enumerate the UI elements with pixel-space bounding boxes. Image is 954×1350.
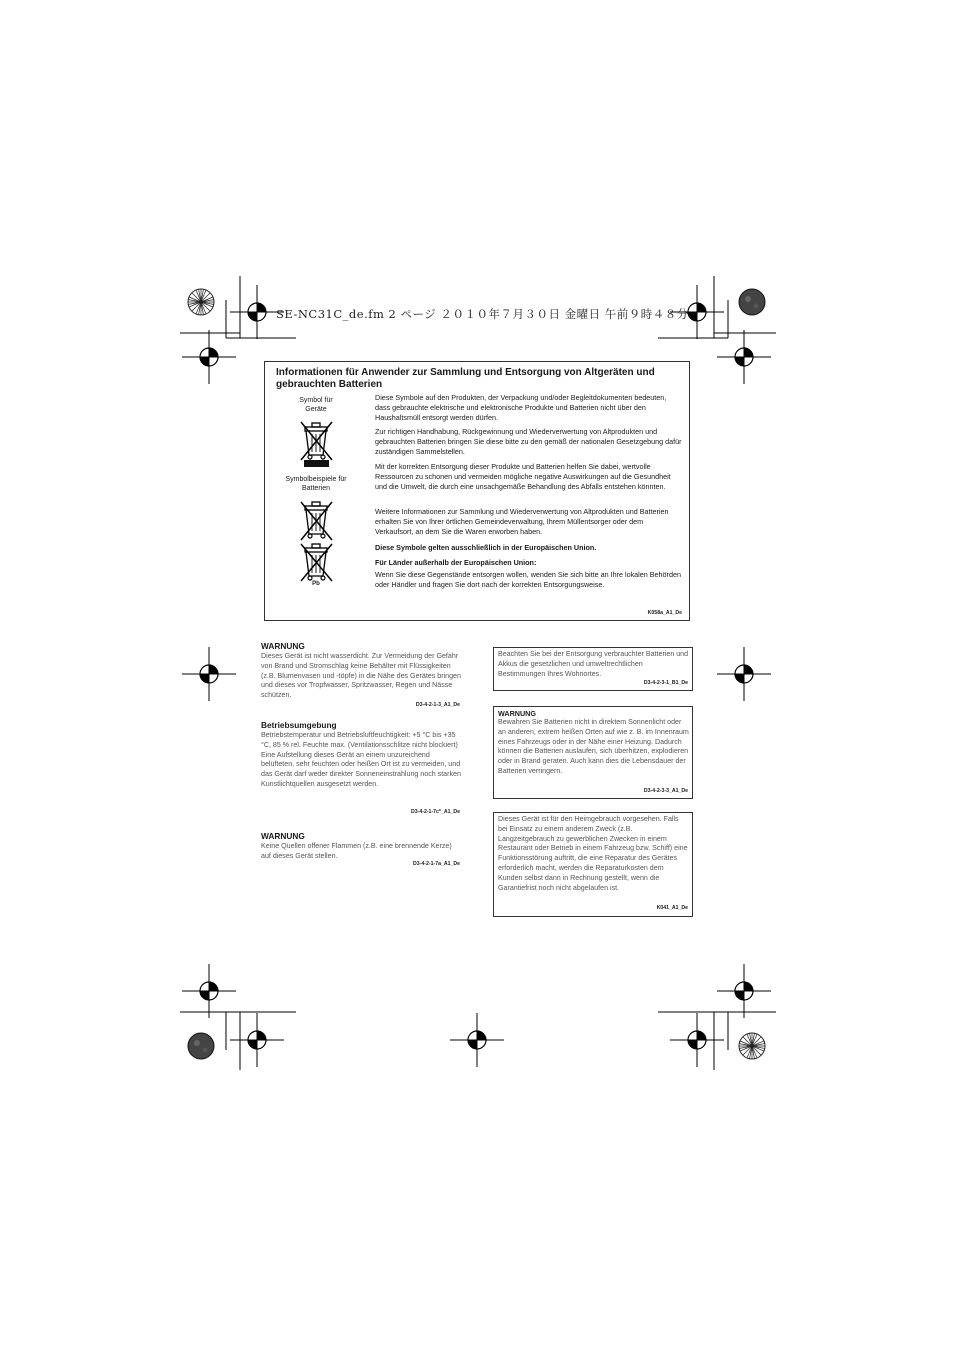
doc-code: D3-4-2-1-3_A1_De	[415, 702, 460, 708]
doc-code: K058a_A1_De	[647, 610, 682, 616]
disposal-info-title: Informationen für Anwender zur Sammlung und Entsorgung von Altgeräten und gebrauchten Batterien	[276, 367, 655, 390]
battery-disposal-text: Beachten Sie bei der Entsorgung verbrauchter Batterien und Akkus die gesetzlichen und umweltrechtlichen Bestimmungen Ihres Wohnortes.	[498, 650, 689, 678]
environment-text: Betriebstemperatur und Betriebsluftfeuchtigkeit: +5 °C bis +35 °C, 85 % rel. Feuchte max. (Ventilationsschlitze nicht blockiert) Eine Aufstellung dieses Gerät an einem unzureichend belüfteten, sehr feuchten oder heißen Ort ist zu vermeiden, und das Gerät darf weder direkter Sonneneinstrahlung noch starken Kunstlichtquellen ausgesetzt werden.	[261, 731, 461, 788]
doc-code: D3-4-2-3-1_B1_De	[643, 680, 688, 686]
eu-only-note: Diese Symbole gelten ausschließlich in der Europäischen Union.	[375, 543, 597, 552]
symbol-batteries-label: Symbolbeispiele für Batterien	[285, 476, 347, 492]
doc-code: K041_A1_De	[656, 905, 688, 911]
environment-heading: Betriebsumgebung	[261, 720, 337, 730]
symbol-devices-label: Symbol für Geräte	[299, 397, 333, 413]
battery-warning-text: Bewahren Sie Batterien nicht in direktem Sonnenlicht oder an anderen, extrem heißen Orten auf wie z. B. im Innenraum eines Fahrzeugs oder in der Nähe einer Heizung. Dadurch können die Batterien auslaufen, sich überhitzen, explodieren oder in Brand geraten. Auch kann dies die Lebensdauer der Batterien verringern.	[498, 718, 689, 775]
warning-heading: WARNUNG	[261, 831, 305, 841]
warning-text: Keine Quellen offener Flammen (z.B. eine brennende Kerze) auf dieses Gerät stellen.	[261, 842, 452, 860]
warning-heading: WARNUNG	[261, 641, 305, 651]
file-header: SE-NC31C_de.fm 2 ページ ２０１０年７月３０日 金曜日 午前９時４８分	[276, 307, 689, 321]
doc-code: D3-4-2-1-7a_A1_De	[413, 861, 460, 867]
pb-label: Pb	[312, 581, 320, 587]
info-paragraph: Diese Symbole auf den Produkten, der Verpackung und/oder Begleitdokumenten bedeuten, dass gebrauchte elektrische und elektronische Produkte und Batterien nicht über den Haushaltsmüll entsorgt werden dürfen.	[375, 393, 667, 422]
non-eu-heading: Für Länder außerhalb der Europäischen Union:	[375, 558, 537, 567]
doc-code: D3-4-2-1-7c*_A1_De	[410, 809, 460, 815]
info-paragraph: Mit der korrekten Entsorgung dieser Produkte und Batterien helfen Sie dabei, wertvolle Ressourcen zu schonen und vermeiden mögliche negative Auswirkungen auf die Gesundheit und die Umwelt, die durch eine unsachgemäße Behandlung des Abfalls entstehen könnten.	[375, 462, 671, 491]
non-eu-text: Wenn Sie diese Gegenstände entsorgen wollen, wenden Sie sich bitte an Ihre lokalen Behörden oder Händler und fragen Sie dort nach der korrekten Entsorgungsweise.	[375, 570, 681, 589]
info-paragraph: Weitere Informationen zur Sammlung und Wiederverwertung von Altprodukten und Batterien erhalten Sie von Ihrer örtlichen Gemeindeverwaltung, Ihrem Müllentsorger oder dem Verkaufsort, an dem Sie die Waren erworben haben.	[375, 507, 669, 536]
warning-text: Dieses Gerät ist nicht wasserdicht. Zur Vermeidung der Gefahr von Brand und Stromschlag keine Behälter mit Flüssigkeiten (z.B. Blumenvasen und -töpfe) in die Nähe des Gerätes bringen und dieses vor Tropfwasser, Spritzwasser, Regen und Nässe schützen.	[261, 652, 461, 700]
doc-code: D3-4-2-3-3_A1_De	[643, 788, 688, 794]
home-use-text: Dieses Gerät ist für den Heimgebrauch vorgesehen. Falls bei Einsatz zu einem anderem Zweck (z.B. Langzeitgebrauch zu gewerblichen Zwecken in einem Restaurant oder Betrieb in einem Fahrzeug bzw. Schiff) eine Funktionsstörung auftritt, die eine Reparatur des Gerätes erforderlich macht, werden die Reparaturkosten dem Kunden selbst dann in Rechnung gestellt, wenn die Garantiefrist noch nicht abgelaufen ist.	[498, 815, 688, 892]
info-paragraph: Zur richtigen Handhabung, Rückgewinnung und Wiederverwertung von Altprodukten und gebrauchten Batterien bringen Sie diese bitte zu den gemäß der nationalen Gesetzgebung dafür zuständigen Sammelstellen.	[375, 427, 682, 456]
bin-underline-bar	[304, 460, 329, 467]
crossed-bin-battery-icon	[296, 500, 338, 542]
crossed-bin-pb-icon	[296, 543, 338, 583]
warning-heading: WARNUNG	[498, 709, 536, 718]
